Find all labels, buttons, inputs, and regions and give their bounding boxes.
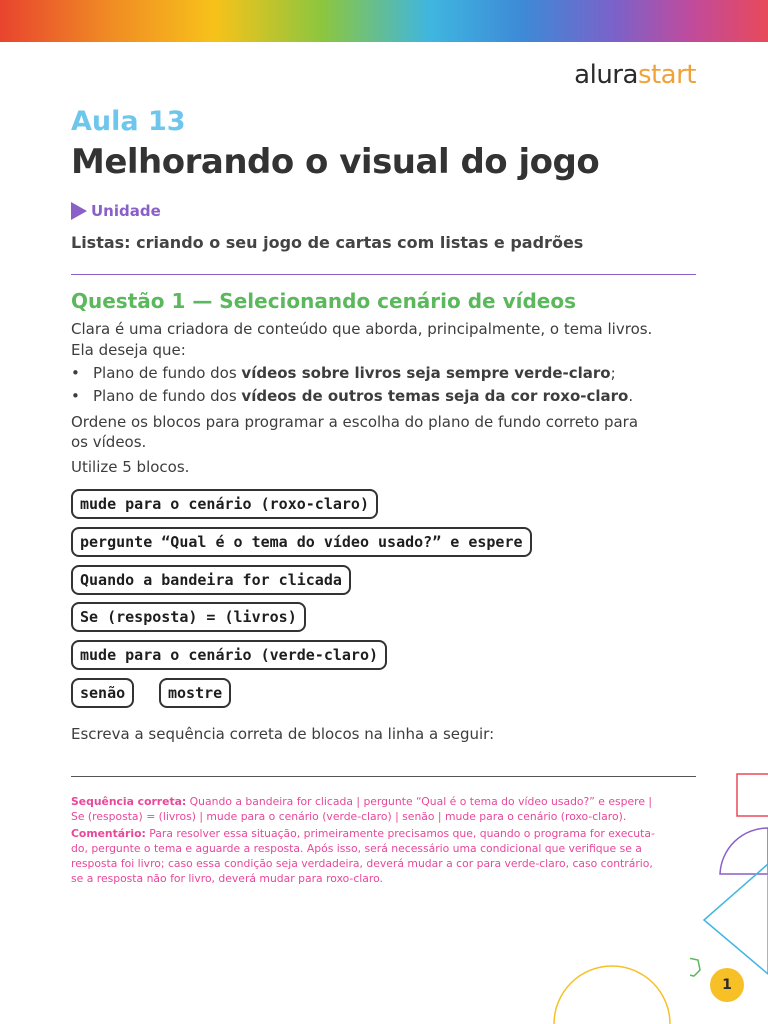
- comment-line-2: do, pergunte o tema e aguarde a resposta. Após isso, será necessário uma condicional que verifique se a: [71, 842, 642, 855]
- code-block[interactable]: Quando a bandeira for clicada: [71, 565, 351, 595]
- answer-line[interactable]: [71, 776, 696, 777]
- blue-triangle-outline: [704, 864, 768, 974]
- instruction-line-2: os vídeos.: [71, 433, 147, 451]
- unit-label: Unidade: [91, 202, 161, 220]
- bullet-prefix: Plano de fundo dos: [93, 387, 242, 405]
- alurastart-logo: [574, 60, 696, 90]
- rainbow-header-bar: [0, 0, 768, 42]
- page-number-badge: 1: [710, 968, 744, 1002]
- comment-text-1: Para resolver essa situação, primeiramente precisamos que, quando o programa for executa-: [145, 827, 655, 840]
- unit-name: Listas: criando o seu jogo de cartas com listas e padrões: [71, 233, 584, 252]
- question-title: Questão 1 — Selecionando cenário de vídeos: [71, 289, 576, 313]
- green-hexagon-outline: [690, 958, 700, 976]
- bullet-bold: vídeos sobre livros seja sempre verde-claro: [241, 364, 611, 382]
- bullet-item: [71, 364, 691, 382]
- comment-label: Comentário:: [71, 827, 146, 840]
- write-prompt: Escreva a sequência correta de blocos na linha a seguir:: [71, 725, 495, 743]
- question-intro-line-1: Clara é uma criadora de conteúdo que aborda, principalmente, o tema livros.: [71, 320, 653, 338]
- bullet-marker: •: [71, 387, 80, 405]
- logo-part-start: start: [637, 60, 696, 90]
- code-block[interactable]: Se (resposta) = (livros): [71, 602, 306, 632]
- play-triangle-icon: [71, 202, 87, 220]
- red-square-outline: [737, 774, 768, 816]
- answer-sequence-line-2: Se (resposta) = (livros) | mude para o cenário (verde-claro) | senão | mude para o cenário (roxo-claro).: [71, 810, 627, 823]
- code-block[interactable]: mude para o cenário (roxo-claro): [71, 489, 378, 519]
- bullet-suffix: ;: [610, 364, 616, 382]
- code-block[interactable]: senão: [71, 678, 134, 708]
- answer-sequence-line-1: [71, 794, 698, 810]
- sequence-text-1: Quando a bandeira for clicada | pergunte “Qual é o tema do vídeo usado?” e espere |: [186, 795, 653, 808]
- bullet-item: [71, 387, 691, 405]
- lesson-number: Aula 13: [71, 106, 186, 137]
- blocks-count: Utilize 5 blocos.: [71, 458, 190, 476]
- comment-line-1: [71, 826, 698, 842]
- comment-line-3: resposta foi livro; caso essa condição seja verdadeira, deverá mudar a cor para verde-claro, caso contrário,: [71, 857, 653, 870]
- section-divider: [71, 274, 696, 275]
- code-block[interactable]: mude para o cenário (verde-claro): [71, 640, 387, 670]
- instruction-line-1: Ordene os blocos para programar a escolha do plano de fundo correto para: [71, 413, 639, 431]
- code-block[interactable]: pergunte “Qual é o tema do vídeo usado?” e espere: [71, 527, 532, 557]
- question-intro-line-2: Ela deseja que:: [71, 341, 186, 359]
- purple-semicircle-outline: [720, 828, 768, 874]
- bullet-marker: •: [71, 364, 80, 382]
- lesson-title: Melhorando o visual do jogo: [71, 142, 600, 182]
- comment-line-4: se a resposta não for livro, deverá mudar para roxo-claro.: [71, 872, 383, 885]
- logo-part-alura: alura: [574, 60, 638, 90]
- sequence-label: Sequência correta:: [71, 795, 187, 808]
- yellow-arc-decoration: [550, 964, 675, 1024]
- unit-header: [71, 202, 161, 220]
- bullet-bold: vídeos de outros temas seja da cor roxo-claro: [241, 387, 629, 405]
- bullet-suffix: .: [628, 387, 634, 405]
- bullet-prefix: Plano de fundo dos: [93, 364, 242, 382]
- code-block[interactable]: mostre: [159, 678, 231, 708]
